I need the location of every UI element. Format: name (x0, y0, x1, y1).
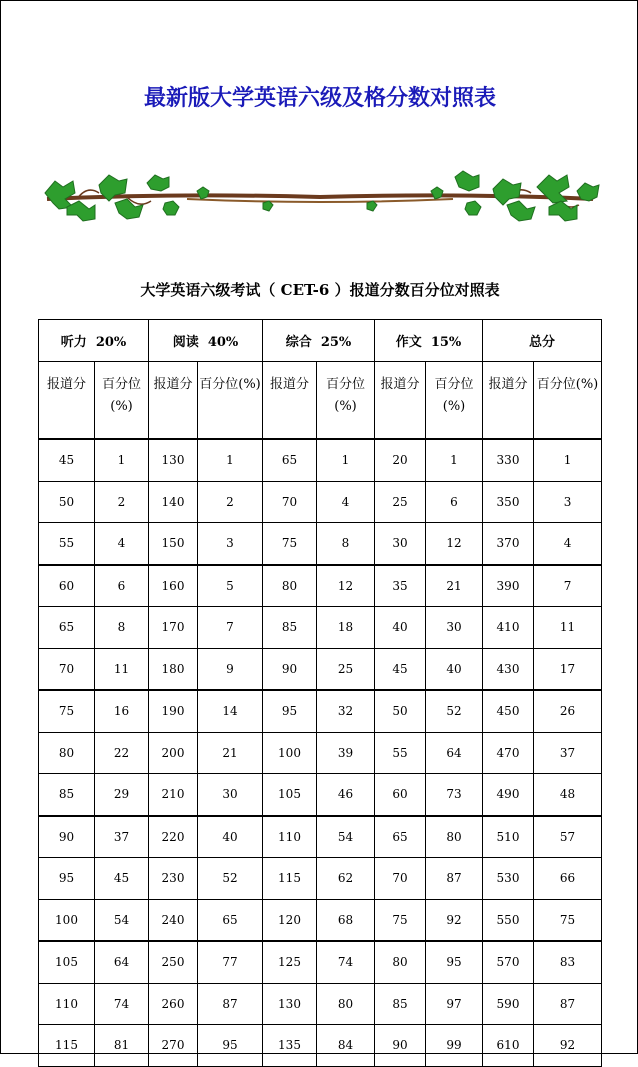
reported-score-cell: 45 (375, 648, 426, 690)
reported-score-cell: 105 (263, 774, 317, 816)
reported-score-cell: 150 (149, 523, 198, 565)
reported-score-cell: 70 (263, 481, 317, 523)
percentile-cell: 21 (426, 565, 483, 607)
percentile-cell: 17 (534, 648, 602, 690)
reported-score-cell: 55 (375, 732, 426, 774)
percentile-cell: 25 (317, 648, 375, 690)
reported-score-cell: 95 (39, 858, 95, 900)
reported-score-cell: 95 (263, 690, 317, 732)
reported-score-cell: 70 (39, 648, 95, 690)
table-row (39, 523, 602, 565)
section-header-listening: 听力 20% (39, 320, 149, 362)
section-header-comprehensive: 综合 25% (263, 320, 375, 362)
percentile-cell: 30 (198, 774, 263, 816)
table-row (39, 941, 602, 983)
reported-score-cell: 390 (483, 565, 534, 607)
percentile-cell: 1 (198, 439, 263, 481)
percentile-cell: 92 (426, 899, 483, 941)
reported-score-cell: 20 (375, 439, 426, 481)
reported-score-cell: 430 (483, 648, 534, 690)
percentile-cell: 4 (95, 523, 149, 565)
percentile-cell: 54 (317, 816, 375, 858)
reported-score-cell: 75 (263, 523, 317, 565)
reported-score-cell: 510 (483, 816, 534, 858)
column-header-percentile: 百分位(%) (534, 362, 602, 440)
column-header-reported: 报道分 (483, 362, 534, 440)
reported-score-cell: 100 (39, 899, 95, 941)
percentile-cell: 66 (534, 858, 602, 900)
percentile-cell: 92 (534, 1025, 602, 1067)
percentile-cell: 97 (426, 983, 483, 1025)
percentile-cell: 75 (534, 899, 602, 941)
percentile-cell: 40 (426, 648, 483, 690)
reported-score-cell: 490 (483, 774, 534, 816)
reported-score-cell: 135 (263, 1025, 317, 1067)
reported-score-cell: 240 (149, 899, 198, 941)
reported-score-cell: 570 (483, 941, 534, 983)
reported-score-cell: 180 (149, 648, 198, 690)
score-table-body (39, 439, 602, 1066)
reported-score-cell: 110 (263, 816, 317, 858)
reported-score-cell: 330 (483, 439, 534, 481)
percentile-cell: 54 (95, 899, 149, 941)
percentile-cell: 3 (198, 523, 263, 565)
percentile-cell: 4 (534, 523, 602, 565)
percentile-cell: 68 (317, 899, 375, 941)
section-header-reading: 阅读 40% (149, 320, 263, 362)
reported-score-cell: 410 (483, 607, 534, 649)
reported-score-cell: 65 (375, 816, 426, 858)
percentile-cell: 1 (426, 439, 483, 481)
percentile-cell: 18 (317, 607, 375, 649)
percentile-cell: 52 (426, 690, 483, 732)
reported-score-cell: 30 (375, 523, 426, 565)
page-title: 最新版大学英语六级及格分数对照表 (143, 86, 496, 111)
table-row (39, 648, 602, 690)
reported-score-cell: 220 (149, 816, 198, 858)
reported-score-cell: 130 (263, 983, 317, 1025)
reported-score-cell: 85 (39, 774, 95, 816)
reported-score-cell: 120 (263, 899, 317, 941)
reported-score-cell: 125 (263, 941, 317, 983)
percentile-cell: 22 (95, 732, 149, 774)
percentile-cell: 40 (198, 816, 263, 858)
percentile-cell: 81 (95, 1025, 149, 1067)
percentile-cell: 26 (534, 690, 602, 732)
reported-score-cell: 50 (39, 481, 95, 523)
percentile-cell: 7 (198, 607, 263, 649)
percentile-cell: 95 (198, 1025, 263, 1067)
percentile-cell: 21 (198, 732, 263, 774)
section-header-row (39, 320, 602, 362)
reported-score-cell: 65 (263, 439, 317, 481)
reported-score-cell: 130 (149, 439, 198, 481)
percentile-cell: 1 (534, 439, 602, 481)
percentile-cell: 32 (317, 690, 375, 732)
reported-score-cell: 470 (483, 732, 534, 774)
reported-score-cell: 65 (39, 607, 95, 649)
percentile-cell: 1 (317, 439, 375, 481)
percentile-cell: 12 (426, 523, 483, 565)
reported-score-cell: 550 (483, 899, 534, 941)
reported-score-cell: 80 (39, 732, 95, 774)
reported-score-cell: 60 (375, 774, 426, 816)
percentile-cell: 3 (534, 481, 602, 523)
reported-score-cell: 50 (375, 690, 426, 732)
column-header-percentile: 百分位 (%) (317, 362, 375, 440)
percentile-cell: 7 (534, 565, 602, 607)
reported-score-cell: 270 (149, 1025, 198, 1067)
reported-score-cell: 70 (375, 858, 426, 900)
percentile-cell: 12 (317, 565, 375, 607)
reported-score-cell: 25 (375, 481, 426, 523)
percentile-cell: 8 (95, 607, 149, 649)
percentile-cell: 46 (317, 774, 375, 816)
percentile-cell: 95 (426, 941, 483, 983)
percentile-cell: 8 (317, 523, 375, 565)
reported-score-cell: 100 (263, 732, 317, 774)
column-header-reported: 报道分 (39, 362, 95, 440)
percentile-cell: 45 (95, 858, 149, 900)
reported-score-cell: 90 (263, 648, 317, 690)
reported-score-cell: 200 (149, 732, 198, 774)
reported-score-cell: 115 (39, 1025, 95, 1067)
percentile-cell: 4 (317, 481, 375, 523)
reported-score-cell: 40 (375, 607, 426, 649)
percentile-cell: 64 (426, 732, 483, 774)
reported-score-cell: 85 (375, 983, 426, 1025)
percentile-cell: 87 (534, 983, 602, 1025)
percentile-cell: 9 (198, 648, 263, 690)
column-header-reported: 报道分 (149, 362, 198, 440)
percentile-cell: 6 (426, 481, 483, 523)
column-header-percentile: 百分位 (%) (426, 362, 483, 440)
reported-score-cell: 260 (149, 983, 198, 1025)
reported-score-cell: 160 (149, 565, 198, 607)
reported-score-cell: 55 (39, 523, 95, 565)
percentile-cell: 84 (317, 1025, 375, 1067)
table-row (39, 439, 602, 481)
percentile-cell: 6 (95, 565, 149, 607)
table-row (39, 732, 602, 774)
table-row (39, 899, 602, 941)
reported-score-cell: 190 (149, 690, 198, 732)
percentile-cell: 74 (95, 983, 149, 1025)
table-row (39, 983, 602, 1025)
percentile-cell: 52 (198, 858, 263, 900)
percentile-cell: 1 (95, 439, 149, 481)
section-header-writing: 作文 15% (375, 320, 483, 362)
table-row (39, 565, 602, 607)
percentile-cell: 57 (534, 816, 602, 858)
reported-score-cell: 75 (375, 899, 426, 941)
reported-score-cell: 450 (483, 690, 534, 732)
percentile-cell: 83 (534, 941, 602, 983)
percentile-cell: 37 (95, 816, 149, 858)
reported-score-cell: 35 (375, 565, 426, 607)
reported-score-cell: 85 (263, 607, 317, 649)
reported-score-cell: 350 (483, 481, 534, 523)
reported-score-cell: 610 (483, 1025, 534, 1067)
reported-score-cell: 60 (39, 565, 95, 607)
percentile-cell: 87 (198, 983, 263, 1025)
reported-score-cell: 80 (263, 565, 317, 607)
vine-divider-image (37, 163, 603, 229)
reported-score-cell: 170 (149, 607, 198, 649)
percentile-cell: 77 (198, 941, 263, 983)
percentile-cell: 48 (534, 774, 602, 816)
section-header-total: 总分 (483, 320, 602, 362)
percentile-cell: 2 (198, 481, 263, 523)
percentile-cell: 2 (95, 481, 149, 523)
table-row (39, 481, 602, 523)
reported-score-cell: 80 (375, 941, 426, 983)
percentile-cell: 11 (534, 607, 602, 649)
percentile-cell: 73 (426, 774, 483, 816)
percentile-cell: 37 (534, 732, 602, 774)
reported-score-cell: 140 (149, 481, 198, 523)
reported-score-cell: 115 (263, 858, 317, 900)
percentile-cell: 5 (198, 565, 263, 607)
reported-score-cell: 530 (483, 858, 534, 900)
percentile-cell: 80 (426, 816, 483, 858)
reported-score-cell: 370 (483, 523, 534, 565)
percentile-cell: 64 (95, 941, 149, 983)
score-percentile-table (38, 319, 602, 1067)
percentile-cell: 29 (95, 774, 149, 816)
percentile-cell: 62 (317, 858, 375, 900)
reported-score-cell: 105 (39, 941, 95, 983)
reported-score-cell: 250 (149, 941, 198, 983)
percentile-cell: 11 (95, 648, 149, 690)
percentile-cell: 80 (317, 983, 375, 1025)
percentile-cell: 39 (317, 732, 375, 774)
reported-score-cell: 90 (375, 1025, 426, 1067)
reported-score-cell: 75 (39, 690, 95, 732)
percentile-cell: 74 (317, 941, 375, 983)
column-header-reported: 报道分 (263, 362, 317, 440)
reported-score-cell: 230 (149, 858, 198, 900)
column-header-percentile: 百分位(%) (198, 362, 263, 440)
column-header-percentile: 百分位 (%) (95, 362, 149, 440)
reported-score-cell: 110 (39, 983, 95, 1025)
table-row (39, 690, 602, 732)
reported-score-cell: 45 (39, 439, 95, 481)
table-row (39, 607, 602, 649)
table-row (39, 816, 602, 858)
percentile-cell: 99 (426, 1025, 483, 1067)
column-header-reported: 报道分 (375, 362, 426, 440)
table-row (39, 774, 602, 816)
percentile-cell: 16 (95, 690, 149, 732)
table-row (39, 858, 602, 900)
table-caption: 大学英语六级考试（ CET-6 ）报道分数百分位对照表 (140, 281, 500, 299)
table-row (39, 1025, 602, 1067)
percentile-cell: 65 (198, 899, 263, 941)
reported-score-cell: 90 (39, 816, 95, 858)
percentile-cell: 30 (426, 607, 483, 649)
column-header-row (39, 362, 602, 440)
percentile-cell: 14 (198, 690, 263, 732)
reported-score-cell: 210 (149, 774, 198, 816)
reported-score-cell: 590 (483, 983, 534, 1025)
percentile-cell: 87 (426, 858, 483, 900)
